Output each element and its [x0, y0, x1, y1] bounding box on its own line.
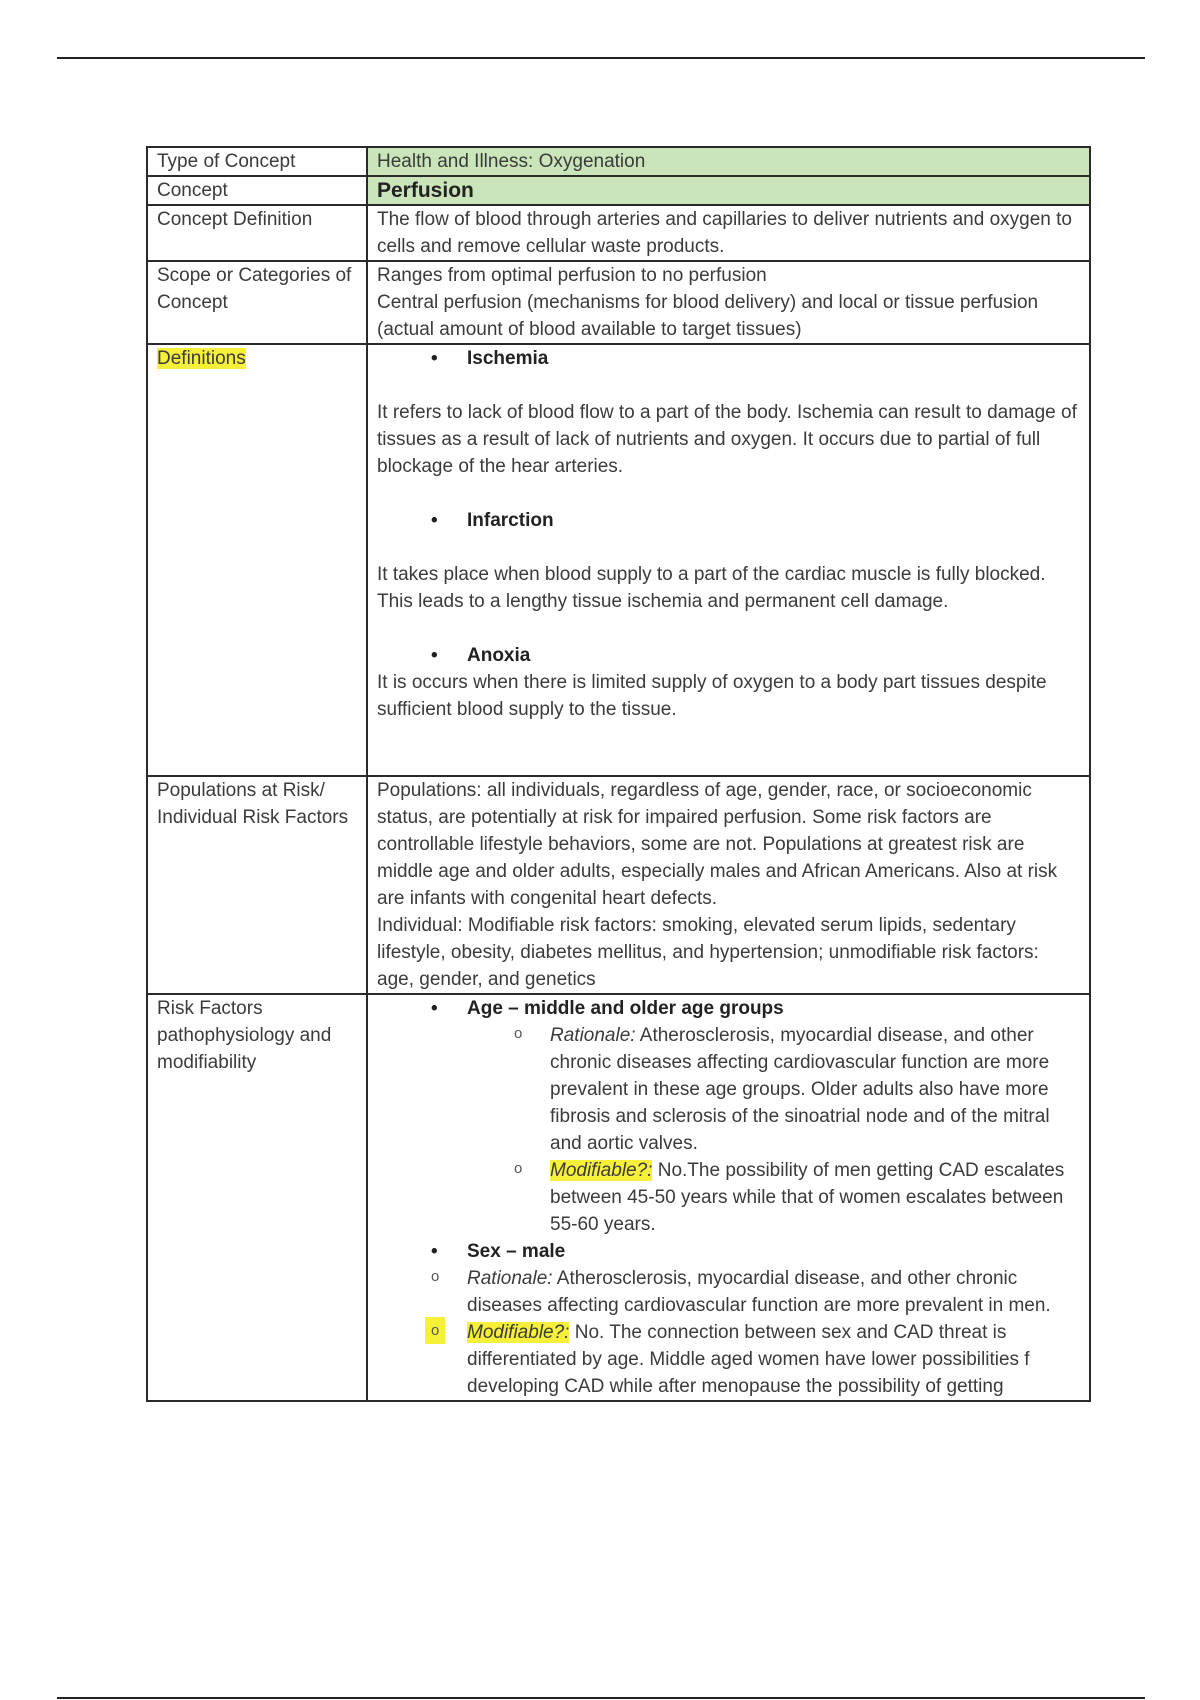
definitions-cell: [367, 344, 1090, 776]
populations-text: Populations: all individuals, regardless of age, gender, race, or socioeconomic status, are potentially at risk for impaired perfusion. Some risk factors are controllable lifestyle behaviors, some are not. Populations at greatest risk are middle age and older adults, especially males and African Americans. Also at risk are infants with congenital heart defects.: [377, 780, 1058, 909]
scope-line: Central perfusion (mechanisms for blood delivery) and local or tissue perfusion (actual amount of blood available to target tissues): [377, 292, 1039, 340]
concept-value: Perfusion: [367, 176, 1090, 205]
individual-text: Individual: Modifiable risk factors: smoking, elevated serum lipids, sedentary lifestyle, obesity, diabetes mellitus, and hypertension; unmodifiable risk factors: age, gender, and genetics: [377, 915, 1039, 990]
definitions-label-cell: [147, 344, 367, 776]
rationale-label: Rationale:: [467, 1268, 553, 1289]
definition-text: It is occurs when there is limited supply of oxygen to a body part tissues despite sufficient blood supply to the tissue.: [377, 672, 1047, 720]
modifiable-text: No. The connection between sex and CAD threat is differentiated by age. Middle aged women have lower possibilities f developing CAD while after menopause the possibility of getting: [467, 1322, 1030, 1397]
type-label: Type of Concept: [147, 147, 367, 176]
table-row: [147, 205, 1090, 261]
table-row: [147, 344, 1090, 776]
definition-value: The flow of blood through arteries and capillaries to deliver nutrients and oxygen to cells and remove cellular waste products.: [367, 205, 1090, 261]
header-rule: [57, 57, 1145, 59]
risk-rationale: [550, 1022, 1080, 1157]
risk-cell: [367, 994, 1090, 1401]
definition-text: It refers to lack of blood flow to a part of the body. Ischemia can result to damage of tissues as a result of lack of nutrients and oxygen. It occurs due to partial of full blockage of the hear arteries.: [377, 402, 1077, 477]
definition-label: Concept Definition: [147, 205, 367, 261]
risk-factor-title: • Age – middle and older age groups: [467, 995, 1080, 1022]
modifiable-text: No.The possibility of men getting CAD escalates between 45-50 years while that of women escalates between 55-60 years.: [550, 1160, 1065, 1235]
table-row: [147, 261, 1090, 344]
footer-rule: [57, 1697, 1145, 1699]
modifiable-label: Modifiable?:: [550, 1160, 653, 1181]
table-row: [147, 147, 1090, 176]
concept-label: Concept: [147, 176, 367, 205]
table-row: [147, 994, 1090, 1401]
risk-label: Risk Factors pathophysiology and modifiability: [147, 994, 367, 1401]
risk-factor-title: • Sex – male: [467, 1238, 1080, 1265]
risk-modifiable: [550, 1157, 1080, 1238]
definition-text: It takes place when blood supply to a part of the cardiac muscle is fully blocked. This leads to a lengthy tissue ischemia and permanent cell damage.: [377, 564, 1046, 612]
definitions-label: Definitions: [157, 348, 246, 369]
rationale-text: Atherosclerosis, myocardial disease, and other chronic diseases affecting cardiovascular function are more prevalent in men.: [467, 1268, 1051, 1316]
scope-cell: [367, 261, 1090, 344]
table-row: [147, 176, 1090, 205]
concept-table: [146, 146, 1091, 1402]
definition-term: • Anoxia: [467, 642, 1080, 669]
populations-label: Populations at Risk/ Individual Risk Factors: [147, 776, 367, 994]
risk-modifiable: [467, 1319, 1080, 1400]
scope-label: Scope or Categories of Concept: [147, 261, 367, 344]
populations-cell: [367, 776, 1090, 994]
scope-line: Ranges from optimal perfusion to no perfusion: [377, 265, 767, 286]
type-value: Health and Illness: Oxygenation: [367, 147, 1090, 176]
table-row: [147, 776, 1090, 994]
definition-term: • Infarction: [467, 507, 1080, 534]
risk-rationale: [467, 1265, 1080, 1319]
rationale-label: Rationale:: [550, 1025, 636, 1046]
modifiable-label: Modifiable?:: [467, 1322, 570, 1343]
rationale-text: Atherosclerosis, myocardial disease, and other chronic diseases affecting cardiovascular function are more prevalent in these age groups. Older adults also have more fibrosis and sclerosis of the sinoatrial node and of the mitral and aortic valves.: [550, 1025, 1050, 1154]
definition-term: • Ischemia: [467, 345, 1080, 372]
